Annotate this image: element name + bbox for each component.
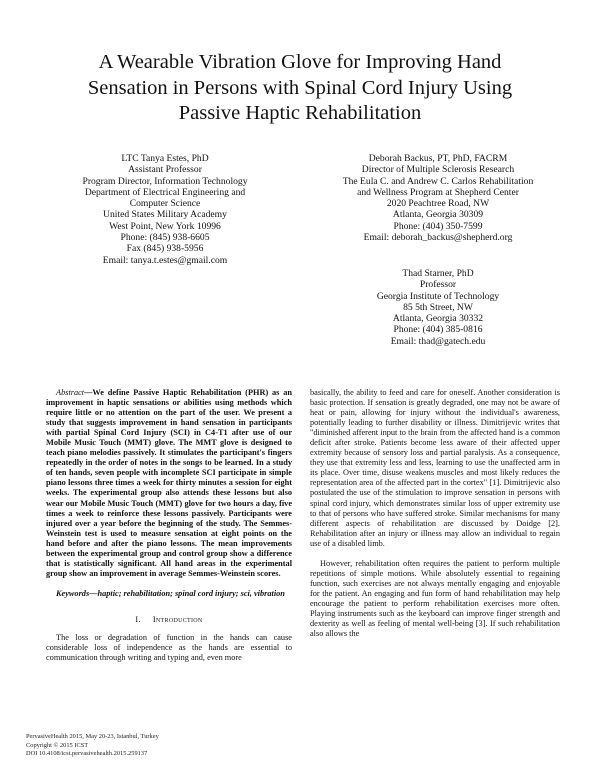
paper-title <box>40 50 560 127</box>
keywords <box>46 589 292 599</box>
intro-paragraph: The loss or degradation of function in the hands can cause considerable loss of independence as the hands are essential to communication through writing and typing and, even more <box>46 632 292 663</box>
section-number: I. <box>135 614 141 624</box>
title-line-2: Sensation in Persons with Spinal Cord Injury Using <box>87 76 513 99</box>
right-column <box>310 388 560 639</box>
author-line: 85 5th Street, NW <box>403 301 473 313</box>
author-line: 2020 Peachtree Road, NW <box>386 198 490 210</box>
author-name: Deborah Backus, PT, PhD, FACRM <box>368 153 508 164</box>
section-title: Introduction <box>152 614 203 624</box>
author-line: and Wellness Program at Shepherd Center <box>357 186 519 198</box>
author-line: Atlanta, Georgia 30332 <box>392 313 484 325</box>
author-line: Professor <box>419 279 457 291</box>
abstract-text: —We define Passive Haptic Rehabilitation (PHR) as an improvement in haptic sensations or abilities using methods which require little or no attention on the part of the user. We present a study that suggests improvement in hand sensation in participants with partial Spinal Cord Injury (SCI) in C4-T1 after use of our Mobile Music Touch (MMT) glove. The MMT glove is designed to teach piano melodies passively. It stimulates the participant's fingers repeatedly in the order of notes in the songs to be learned. In a study of ten hands, seven people with incomplete SCI participate in simple piano lessons three times a week for thirty minutes a session for eight weeks. The experimental group also attends these lessons but also wear our Mobile Music Touch (MMT) glove for two hours a day, five times a week to reinforce these lessons passively. Participants were injured over a year before the beginning of the study. The Semmes-Weinstein test is used to measure sensation at eight points on the hand before and after the piano lessons. The mean improvements between the experimental group and control group show a difference that is statistically significant. All hand areas in the experimental group show an improvement in average Semmes-Weinstein scores. <box>46 388 292 578</box>
author-name: LTC Tanya Estes, PhD <box>121 153 209 164</box>
author-line: Atlanta, Georgia 30309 <box>392 209 484 221</box>
title-line-3: Passive Haptic Rehabilitation <box>178 102 422 124</box>
author-block-backus <box>314 153 562 243</box>
author-name: Thad Starner, PhD <box>402 268 474 279</box>
intro-continuation-paragraph: basically, the ability to feed and care for oneself. Another consideration is basic protection. If sensation is greatly degraded, one may not be aware of heat or pain, allowing for injury without the individual's awareness, potentially leading to further disability or illness. Dimitrijevic writes that "diminished afferent input to the brain from the affected hand is a common deficit after stroke. Patients become less aware of their affected upper extremity because of sensory loss and partial paralysis. As a consequence, they use that extremity less and less, learning to use the unaffected arm in its place. Over time, disuse weakens muscles and most likely reduces the representation area of the affected part in the cortex" [1]. Dimitrijevic also postulated the use of the stimulation to improve sensation in persons with spinal cord injury, which demonstrates similar loss of upper extremity use to that of persons who have suffered stroke. Similar mechanisms for many different aspects of rehabilitation are discussed by Doidge [2]. Rehabilitation after an injury or illness may allow an individual to regain use of a disabled limb. <box>310 388 560 548</box>
keywords-text: —haptic; rehabilitation; spinal cord injury; sci, vibration <box>89 588 285 598</box>
author-block-starner <box>314 268 562 347</box>
author-line: Georgia Institute of Technology <box>376 290 500 302</box>
author-line: Phone: (845) 938-6605 <box>120 232 210 244</box>
abstract <box>46 388 292 579</box>
author-line: Phone: (404) 350-7599 <box>393 220 483 232</box>
keywords-label: Keywords <box>56 588 90 598</box>
author-line: Department of Electrical Engineering and <box>84 186 246 198</box>
author-block-estes <box>48 153 282 266</box>
author-line: Computer Science <box>129 198 201 210</box>
title-line-1: A Wearable Vibration Glove for Improving Hand <box>98 51 502 73</box>
footer-conference: PervasiveHealth 2015, May 20-23, Istanbul, Turkey <box>26 733 159 740</box>
author-line: United States Military Academy <box>103 209 227 221</box>
author-line: Director of Multiple Sclerosis Research <box>361 164 515 176</box>
copyright-footer <box>26 733 159 759</box>
left-column <box>46 388 292 663</box>
author-line: Fax (845) 938-5956 <box>126 243 204 255</box>
abstract-label: Abstract <box>56 388 85 397</box>
author-email: Email: tanya.t.estes@gmail.com <box>102 254 228 266</box>
section-heading-introduction <box>46 615 292 625</box>
author-email: Email: deborah_backus@shepherd.org <box>363 232 513 244</box>
author-line: West Point, New York 10996 <box>109 220 221 232</box>
author-line: Assistant Professor <box>128 164 202 176</box>
footer-copyright: Copyright © 2015 ICST <box>26 741 89 749</box>
footer-doi: DOI 10.4108/icst.pervasivehealth.2015.259137 <box>26 750 148 758</box>
rehabilitation-paragraph: However, rehabilitation often requires the patient to perform multiple repetitions of simple motions. While absolutely essential to regaining function, such exercises are not always mentally engaging and enjoyable for the patient. An engaging and fun form of hand rehabilitation may help encourage the patient to perform rehabilitation exercises more often. Playing instruments such as the keyboard can improve finger strength and dexterity as well as feeling of mental well-being [3]. If such rehabilitation also allows the <box>310 558 560 639</box>
author-line: Phone: (404) 385-0816 <box>393 324 483 336</box>
author-email: Email: thad@gatech.edu <box>390 335 486 347</box>
author-line: Program Director, Information Technology <box>82 175 248 187</box>
author-line: The Eula C. and Andrew C. Carlos Rehabilitation <box>342 175 534 187</box>
